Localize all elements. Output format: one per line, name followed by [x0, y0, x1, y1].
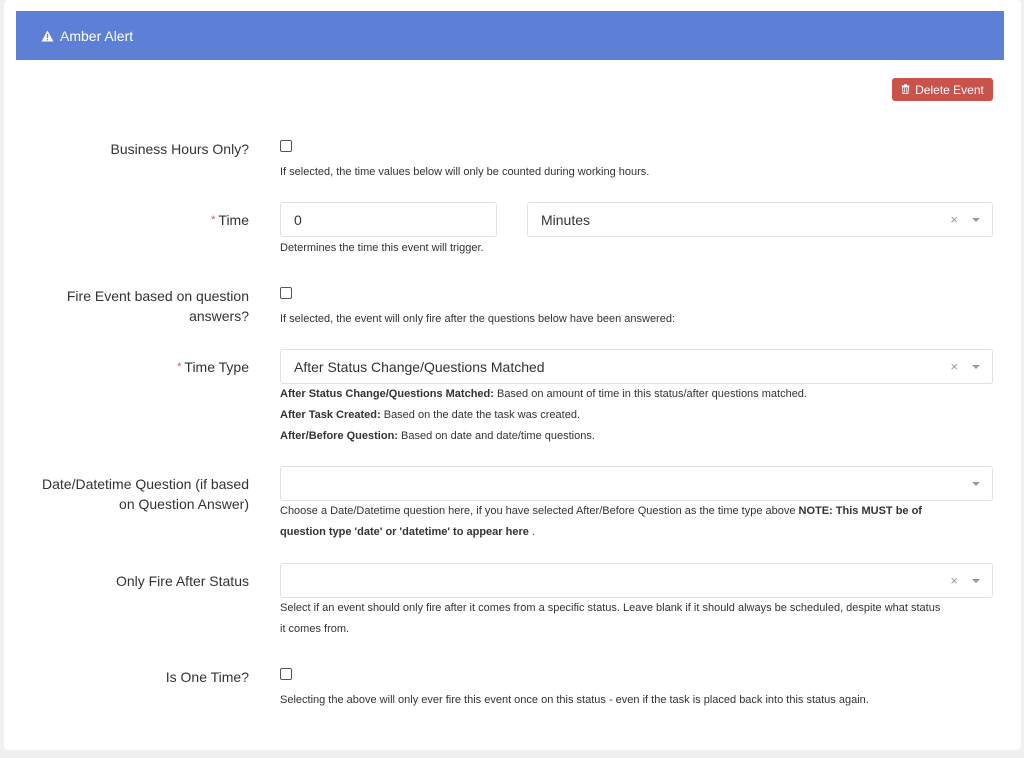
time-type-select[interactable]: After Status Change/Questions Matched ×: [280, 349, 993, 384]
time-label: * Time: [211, 212, 249, 228]
required-marker: *: [211, 214, 216, 226]
chevron-down-icon[interactable]: [972, 579, 980, 583]
time-type-label: * Time Type: [177, 359, 249, 375]
only-after-status-help: Select if an event should only fire after it comes from a specific status. Leave blank if it should always be scheduled, despite what status it comes from.: [280, 602, 941, 635]
trash-icon: [901, 83, 910, 97]
warning-icon: [41, 30, 54, 42]
chevron-down-icon[interactable]: [972, 218, 980, 222]
time-type-help: [280, 384, 807, 447]
time-type-help-line: After Task Created: Based on the date the task was created.: [280, 409, 581, 421]
only-after-status-select[interactable]: [280, 563, 993, 598]
business-hours-checkbox[interactable]: [280, 140, 292, 152]
time-unit-select[interactable]: Minutes ×: [527, 202, 993, 237]
chevron-down-icon[interactable]: [972, 365, 980, 369]
time-type-help-line: After/Before Question: Based on date and date/time questions.: [280, 430, 595, 442]
panel-header: [16, 11, 1004, 60]
delete-event-label: Delete Event: [915, 82, 984, 97]
time-help: Determines the time this event will trigger.: [280, 242, 484, 254]
one-time-label: Is One Time?: [165, 669, 249, 685]
one-time-help: Selecting the above will only ever fire this event once on this status - even if the task is placed back into this status again.: [280, 694, 869, 706]
business-hours-label: Business Hours Only?: [110, 141, 249, 157]
clear-icon[interactable]: ×: [950, 573, 958, 588]
panel-title: Amber Alert: [60, 27, 134, 44]
date-question-select[interactable]: [280, 466, 993, 501]
clear-icon[interactable]: ×: [950, 212, 958, 227]
date-question-label: Date/Datetime Question (if based on Question Answer): [42, 476, 249, 512]
one-time-checkbox[interactable]: [280, 668, 292, 680]
fire-on-answers-checkbox[interactable]: [280, 287, 292, 299]
fire-on-answers-label: Fire Event based on question answers?: [66, 288, 249, 324]
time-value-input[interactable]: 0: [280, 202, 497, 237]
date-question-help: Choose a Date/Datetime question here, if you have selected After/Before Question as the time type above NOTE: This MUST be of question type 'date' or 'datetime' to appear here .: [280, 505, 922, 538]
clear-icon[interactable]: ×: [950, 359, 958, 374]
required-marker: *: [177, 361, 182, 373]
fire-on-answers-help: If selected, the event will only fire after the questions below have been answered:: [280, 313, 676, 325]
only-after-status-label: Only Fire After Status: [115, 573, 249, 589]
business-hours-help: If selected, the time values below will only be counted during working hours.: [280, 166, 650, 178]
chevron-down-icon[interactable]: [972, 482, 980, 486]
time-type-help-line: After Status Change/Questions Matched: Based on amount of time in this status/after questions matched.: [280, 388, 807, 400]
delete-event-button[interactable]: [892, 78, 993, 101]
